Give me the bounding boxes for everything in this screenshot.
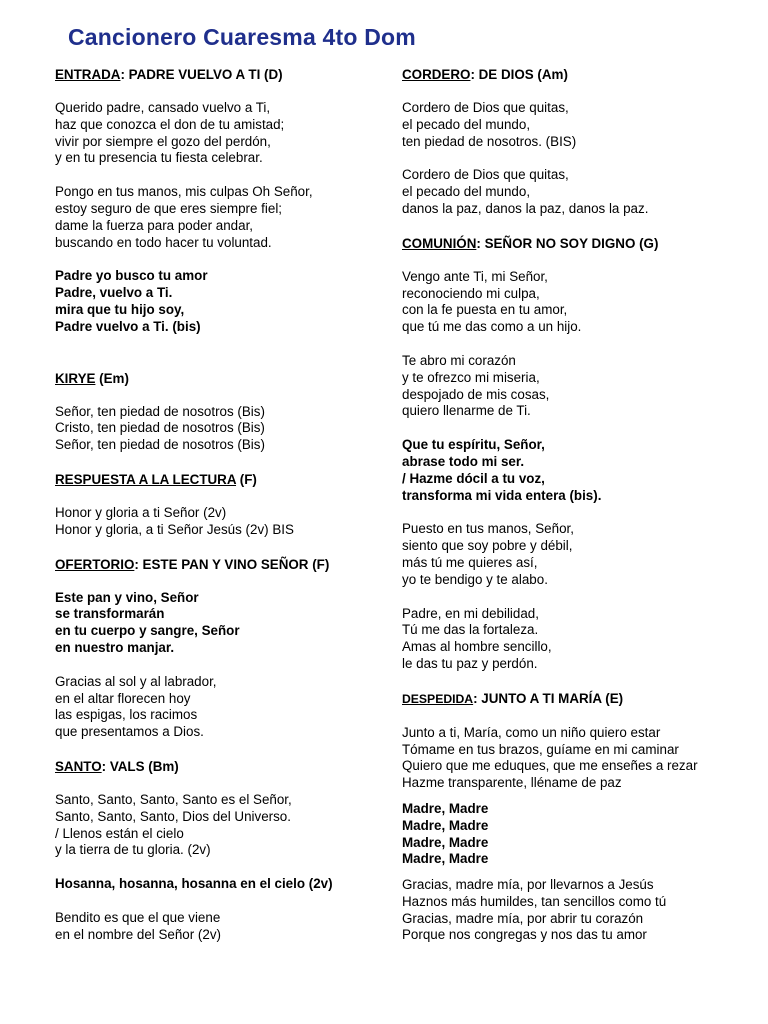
- lyric-line: Quiero que me eduques, que me enseñes a rezar: [402, 758, 698, 774]
- heading-title: : PADRE VUELVO A TI (D): [120, 67, 283, 82]
- lyric-line: reconociendo mi culpa,: [402, 285, 540, 301]
- lyric-line: y te ofrezco mi miseria,: [402, 369, 540, 385]
- lyric-line: el pecado del mundo,: [402, 116, 531, 132]
- lyric-line: Cordero de Dios que quitas,: [402, 167, 569, 183]
- lyric-line: danos la paz, danos la paz, danos la paz.: [402, 200, 649, 216]
- section-heading: [55, 758, 395, 775]
- lyric-line: Amas al hombre sencillo,: [402, 639, 552, 655]
- section-santo: [55, 758, 395, 944]
- section-cordero: [402, 66, 747, 218]
- chorus-line: Padre vuelvo a Ti. (bis): [55, 318, 201, 334]
- lyric-line: en el nombre del Señor (2v): [55, 926, 221, 942]
- heading-label: COMUNIÓN: [402, 235, 477, 251]
- lyric-line: que presentamos a Dios.: [55, 724, 204, 740]
- lyric-line: Te abro mi corazón: [402, 352, 516, 368]
- page-title: Cancionero Cuaresma 4to Dom: [68, 24, 416, 50]
- section-heading: [402, 690, 747, 708]
- lyric-line: estoy seguro de que eres siempre fiel;: [55, 200, 283, 216]
- lyric-line: Haznos más humildes, tan sencillos como tú: [402, 893, 667, 909]
- lyric-line: Pongo en tus manos, mis culpas Oh Señor,: [55, 184, 313, 200]
- chorus-line: / Hazme dócil a tu voz,: [402, 470, 545, 486]
- stanza: [402, 167, 747, 217]
- chorus-line: Madre, Madre: [402, 800, 489, 816]
- chorus-line: Hosanna, hosanna, hosanna en el cielo (2v): [55, 876, 333, 892]
- chorus-line: se transformarán: [55, 606, 165, 622]
- heading-title: (F): [236, 471, 257, 487]
- section-comunion: [402, 235, 747, 673]
- chorus-line: Padre yo busco tu amor: [55, 268, 208, 284]
- lyric-line: y la tierra de tu gloria. (2v): [55, 842, 211, 858]
- stanza: [402, 269, 747, 336]
- lyric-line: Honor y gloria, a ti Señor Jesús (2v) BIS: [55, 521, 294, 537]
- heading-label: KIRYE: [55, 370, 96, 386]
- lyric-line: Puesto en tus manos, Señor,: [402, 521, 574, 537]
- heading-title: : SEÑOR NO SOY DIGNO (G): [476, 235, 659, 251]
- section-ofertorio: [55, 556, 395, 741]
- lyric-line: buscando en todo hacer tu voluntad.: [55, 234, 272, 250]
- heading-label: ENTRADA: [55, 67, 121, 82]
- section-heading: [402, 235, 747, 252]
- stanza: [402, 877, 747, 944]
- chorus: [402, 437, 747, 504]
- lyric-line: dame la fuerza para poder andar,: [55, 217, 254, 233]
- chorus-line: mira que tu hijo soy,: [55, 301, 185, 317]
- chorus-line: Que tu espíritu, Señor,: [402, 437, 545, 453]
- lyric-line: Padre, en mi debilidad,: [402, 605, 539, 621]
- lyric-line: Santo, Santo, Santo, Dios del Universo.: [55, 808, 291, 824]
- lyric-line: más tú me quieres así,: [402, 554, 538, 570]
- lyric-line: Gracias al sol y al labrador,: [55, 673, 217, 689]
- section-kirye: [55, 370, 395, 454]
- heading-label: SANTO: [55, 758, 102, 774]
- chorus: [402, 801, 747, 868]
- heading-title: (Em): [95, 370, 129, 386]
- lyric-line: el pecado del mundo,: [402, 184, 531, 200]
- stanza: [55, 910, 395, 944]
- lyric-line: Bendito es que el que viene: [55, 909, 221, 925]
- chorus-line: Madre, Madre: [402, 851, 489, 867]
- lyric-line: le das tu paz y perdón.: [402, 655, 538, 671]
- lyric-line: despojado de mis cosas,: [402, 386, 550, 402]
- lyric-line: Junto a ti, María, como un niño quiero estar: [402, 724, 661, 740]
- heading-title: : JUNTO A TI MARÍA (E): [473, 690, 624, 706]
- lyric-line: Señor, ten piedad de nosotros (Bis): [55, 437, 265, 453]
- lyric-line: Tú me das la fortaleza.: [402, 622, 539, 638]
- heading-title: : DE DIOS (Am): [470, 67, 568, 82]
- lyric-line: Gracias, madre mía, por llevarnos a Jesús: [402, 877, 654, 893]
- lyric-line: vivir por siempre el gozo del perdón,: [55, 133, 271, 149]
- stanza: [55, 184, 395, 251]
- lyric-line: / Llenos están el cielo: [55, 825, 184, 841]
- lyric-line: Vengo ante Ti, mi Señor,: [402, 268, 548, 284]
- lyric-line: Tómame en tus brazos, guíame en mi caminar: [402, 741, 679, 757]
- lyric-line: Honor y gloria a ti Señor (2v): [55, 504, 227, 520]
- chorus-line: abrase todo mi ser.: [402, 453, 525, 469]
- section-entrada: [55, 66, 395, 336]
- chorus: [55, 268, 395, 335]
- lyric-line: Porque nos congregas y nos das tu amor: [402, 927, 647, 943]
- lyric-line: Santo, Santo, Santo, Santo es el Señor,: [55, 791, 292, 807]
- chorus-line: Madre, Madre: [402, 817, 489, 833]
- chorus-line: en nuestro manjar.: [55, 639, 175, 655]
- chorus-line: Padre, vuelvo a Ti.: [55, 285, 173, 301]
- stanza: [55, 505, 395, 539]
- lyric-line: las espigas, los racimos: [55, 707, 198, 723]
- heading-label: DESPEDIDA: [402, 691, 474, 706]
- right-column: [402, 66, 747, 944]
- lyric-line: y en tu presencia tu fiesta celebrar.: [55, 150, 263, 166]
- lyric-line: que tú me das como a un hijo.: [402, 319, 582, 335]
- heading-label: OFERTORIO: [55, 556, 135, 572]
- stanza: [402, 353, 747, 420]
- section-heading: [55, 471, 395, 488]
- section-heading: [55, 370, 395, 387]
- lyric-line: haz que conozca el don de tu amistad;: [55, 116, 285, 132]
- heading-label: CORDERO: [402, 67, 471, 82]
- lyric-line: Cordero de Dios que quitas,: [402, 100, 569, 115]
- section-heading: [55, 66, 395, 83]
- lyric-line: yo te bendigo y te alabo.: [402, 571, 548, 587]
- lyric-line: Cristo, ten piedad de nosotros (Bis): [55, 420, 265, 436]
- heading-label: RESPUESTA A LA LECTURA: [55, 471, 237, 487]
- stanza: [55, 404, 395, 454]
- lyric-line: quiero llenarme de Ti.: [402, 403, 531, 419]
- lyric-line: Gracias, madre mía, por abrir tu corazón: [402, 910, 644, 926]
- lyric-line: Hazme transparente, lléname de paz: [402, 775, 622, 791]
- lyric-line: siento que soy pobre y débil,: [402, 538, 573, 554]
- section-respuesta: [55, 471, 395, 539]
- stanza: [402, 100, 747, 150]
- lyric-line: en el altar florecen hoy: [55, 690, 191, 706]
- chorus-line: Este pan y vino, Señor: [55, 589, 199, 605]
- chorus-line: Madre, Madre: [402, 834, 489, 850]
- stanza: [402, 606, 747, 673]
- chorus: [55, 876, 395, 893]
- left-column: [55, 66, 395, 944]
- chorus: [55, 590, 395, 657]
- stanza: [55, 792, 395, 859]
- section-heading: [402, 66, 747, 83]
- chorus-line: en tu cuerpo y sangre, Señor: [55, 623, 240, 639]
- stanza: [402, 725, 747, 792]
- heading-title: : VALS (Bm): [101, 758, 179, 774]
- chorus-line: transforma mi vida entera (bis).: [402, 487, 602, 503]
- lyric-line: ten piedad de nosotros. (BIS): [402, 133, 577, 149]
- heading-title: : ESTE PAN Y VINO SEÑOR (F): [134, 556, 330, 572]
- section-heading: [55, 556, 395, 573]
- lyric-line: Señor, ten piedad de nosotros (Bis): [55, 403, 265, 419]
- stanza: [55, 100, 395, 167]
- stanza: [55, 674, 395, 741]
- section-despedida: [402, 690, 747, 945]
- lyric-line: con la fe puesta en tu amor,: [402, 302, 568, 318]
- stanza: [402, 521, 747, 588]
- lyric-line: Querido padre, cansado vuelvo a Ti,: [55, 100, 271, 115]
